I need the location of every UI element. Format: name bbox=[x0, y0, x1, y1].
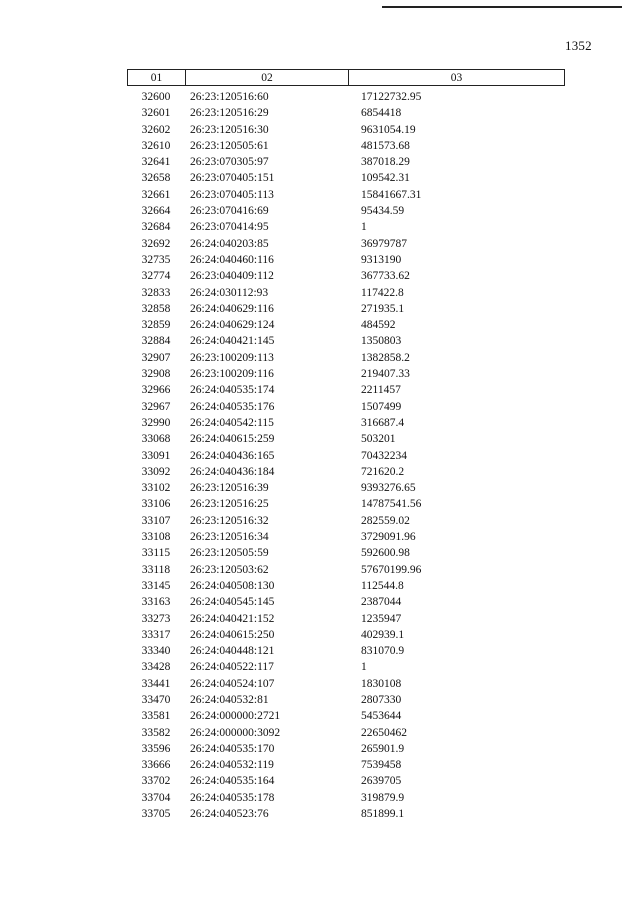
header-col-03: 03 bbox=[450, 71, 463, 84]
cell-col-01: 32967 bbox=[141, 400, 171, 413]
cell-col-01: 33115 bbox=[141, 547, 171, 560]
header-col-01: 01 bbox=[128, 70, 186, 85]
cell-col-01: 32684 bbox=[141, 221, 171, 234]
cell-col-01: 32601 bbox=[141, 107, 171, 120]
cell-col-01: 33092 bbox=[141, 465, 171, 478]
table-row bbox=[127, 187, 565, 203]
cell-col-03: 3729091.96 bbox=[361, 531, 416, 544]
cell-col-01: 32641 bbox=[141, 156, 171, 169]
table-row bbox=[127, 219, 565, 235]
cell-col-02: 26:24:040448:121 bbox=[190, 645, 275, 658]
table-row bbox=[127, 138, 565, 154]
table-row bbox=[127, 268, 565, 284]
cell-col-02: 26:24:040522:117 bbox=[190, 661, 274, 674]
cell-col-02: 26:24:040615:259 bbox=[190, 433, 275, 446]
cell-col-02: 26:23:100209:116 bbox=[190, 368, 274, 381]
cell-col-01: 33317 bbox=[141, 628, 171, 641]
table-row bbox=[127, 415, 565, 431]
top-rule bbox=[382, 6, 622, 8]
cell-col-01: 32966 bbox=[141, 384, 171, 397]
cell-col-01: 33704 bbox=[141, 791, 171, 804]
cell-col-03: 831070.9 bbox=[361, 645, 405, 658]
cell-col-01: 33582 bbox=[141, 726, 171, 739]
cell-col-02: 26:23:040409:112 bbox=[190, 270, 274, 283]
cell-col-03: 271935.1 bbox=[361, 302, 405, 315]
cell-col-03: 2387044 bbox=[361, 596, 402, 609]
cell-col-02: 26:24:040436:165 bbox=[190, 449, 275, 462]
cell-col-02: 26:23:120516:29 bbox=[190, 107, 269, 120]
cell-col-01: 33340 bbox=[141, 645, 171, 658]
cell-col-02: 26:24:040532:119 bbox=[190, 759, 274, 772]
cell-col-03: 14787541.56 bbox=[361, 498, 422, 511]
table-row bbox=[127, 578, 565, 594]
cell-col-03: 112544.8 bbox=[361, 579, 404, 592]
cell-col-03: 592600.98 bbox=[361, 547, 410, 560]
cell-col-03: 15841667.31 bbox=[361, 188, 422, 201]
cell-col-03: 219407.33 bbox=[361, 368, 410, 381]
cell-col-01: 32692 bbox=[141, 237, 171, 250]
table-row bbox=[127, 643, 565, 659]
cell-col-01: 32990 bbox=[141, 416, 171, 429]
table-row bbox=[127, 659, 565, 675]
cell-col-01: 33441 bbox=[141, 677, 171, 690]
cell-col-01: 33091 bbox=[141, 449, 171, 462]
cell-col-03: 481573.68 bbox=[361, 139, 410, 152]
cell-col-01: 32833 bbox=[141, 286, 171, 299]
table-row bbox=[127, 708, 565, 724]
cell-col-01: 32884 bbox=[141, 335, 171, 348]
cell-col-03: 17122732.95 bbox=[361, 91, 422, 103]
cell-col-03: 1 bbox=[361, 661, 367, 674]
table-row bbox=[127, 496, 565, 512]
cell-col-02: 26:24:040535:178 bbox=[190, 791, 275, 804]
header-col-02: 02 bbox=[186, 70, 349, 85]
cell-col-02: 26:23:120503:62 bbox=[190, 563, 269, 576]
cell-col-01: 32602 bbox=[141, 123, 171, 136]
cell-col-03: 2807330 bbox=[361, 693, 402, 706]
cell-col-02: 26:23:070416:69 bbox=[190, 205, 269, 218]
cell-col-01: 32908 bbox=[141, 368, 171, 381]
table-row bbox=[127, 464, 565, 480]
cell-col-02: 26:24:040535:164 bbox=[190, 775, 275, 788]
cell-col-01: 33470 bbox=[141, 693, 171, 706]
cell-col-02: 26:23:070305:97 bbox=[190, 156, 269, 169]
cell-col-03: 6854418 bbox=[361, 107, 402, 120]
cell-col-02: 26:23:120516:25 bbox=[190, 498, 269, 511]
cell-col-02: 26:23:070414:95 bbox=[190, 221, 269, 234]
cell-col-01: 32858 bbox=[141, 302, 171, 315]
cell-col-02: 26:24:040532:81 bbox=[190, 693, 269, 706]
cell-col-03: 265901.9 bbox=[361, 742, 405, 755]
table-header bbox=[127, 69, 565, 86]
table-row bbox=[127, 741, 565, 757]
cell-col-03: 1235947 bbox=[361, 612, 402, 625]
table-row bbox=[127, 676, 565, 692]
cell-col-03: 9631054.19 bbox=[361, 123, 416, 136]
cell-col-03: 109542.31 bbox=[361, 172, 410, 185]
cell-col-03: 95434.59 bbox=[361, 205, 405, 218]
cell-col-01: 32735 bbox=[141, 253, 171, 266]
cell-col-02: 26:23:070405:113 bbox=[190, 188, 274, 201]
cell-col-01: 33273 bbox=[141, 612, 171, 625]
cell-col-03: 367733.62 bbox=[361, 270, 410, 283]
cell-col-03: 1382858.2 bbox=[361, 351, 410, 364]
cell-col-01: 33118 bbox=[141, 563, 171, 576]
table-row bbox=[127, 170, 565, 186]
cell-col-02: 26:23:120516:60 bbox=[190, 91, 269, 103]
table-row bbox=[127, 773, 565, 789]
cell-col-01: 33102 bbox=[141, 482, 171, 495]
table-row bbox=[127, 725, 565, 741]
cell-col-01: 33702 bbox=[141, 775, 171, 788]
table-row bbox=[127, 594, 565, 610]
table-row bbox=[127, 545, 565, 561]
table-row bbox=[127, 366, 565, 382]
cell-col-01: 32600 bbox=[141, 91, 171, 103]
table-row bbox=[127, 105, 565, 121]
cell-col-01: 33108 bbox=[141, 531, 171, 544]
cell-col-03: 1350803 bbox=[361, 335, 402, 348]
cell-col-01: 32907 bbox=[141, 351, 171, 364]
cell-col-03: 282559.02 bbox=[361, 514, 410, 527]
cell-col-02: 26:24:040629:124 bbox=[190, 319, 275, 332]
table-row bbox=[127, 790, 565, 806]
page-number: 1352 bbox=[565, 38, 592, 53]
cell-col-02: 26:23:070405:151 bbox=[190, 172, 275, 185]
cell-col-02: 26:24:000000:3092 bbox=[190, 726, 281, 739]
table-row bbox=[127, 757, 565, 773]
cell-col-03: 36979787 bbox=[361, 237, 407, 250]
table-row bbox=[127, 382, 565, 398]
table-row bbox=[127, 236, 565, 252]
cell-col-01: 32664 bbox=[141, 205, 171, 218]
cell-col-01: 33107 bbox=[141, 514, 171, 527]
cell-col-03: 721620.2 bbox=[361, 465, 405, 478]
table-row bbox=[127, 448, 565, 464]
table-row bbox=[127, 252, 565, 268]
cell-col-02: 26:24:040629:116 bbox=[190, 302, 274, 315]
cell-col-03: 2639705 bbox=[361, 775, 402, 788]
table-row bbox=[127, 692, 565, 708]
cell-col-02: 26:24:030112:93 bbox=[190, 286, 269, 299]
table-row bbox=[127, 333, 565, 349]
table-row bbox=[127, 203, 565, 219]
table-row bbox=[127, 431, 565, 447]
table-row bbox=[127, 317, 565, 333]
cell-col-03: 319879.9 bbox=[361, 791, 405, 804]
cell-col-02: 26:24:040460:116 bbox=[190, 253, 274, 266]
cell-col-01: 33163 bbox=[141, 596, 171, 609]
cell-col-02: 26:24:040508:130 bbox=[190, 579, 275, 592]
cell-col-01: 33705 bbox=[141, 808, 171, 821]
cell-col-02: 26:23:120505:61 bbox=[190, 139, 269, 152]
cell-col-02: 26:24:040523:76 bbox=[190, 808, 269, 821]
table-row bbox=[127, 806, 565, 822]
cell-col-03: 9393276.65 bbox=[361, 482, 416, 495]
cell-col-01: 32661 bbox=[141, 188, 171, 201]
table-row bbox=[127, 627, 565, 643]
cell-col-01: 32859 bbox=[141, 319, 171, 332]
table-body bbox=[127, 89, 565, 822]
table-row bbox=[127, 285, 565, 301]
cell-col-03: 387018.29 bbox=[361, 156, 410, 169]
cell-col-02: 26:24:040421:152 bbox=[190, 612, 275, 625]
table-row bbox=[127, 513, 565, 529]
cell-col-01: 33428 bbox=[141, 661, 171, 674]
cell-col-02: 26:24:040545:145 bbox=[190, 596, 275, 609]
cell-col-03: 7539458 bbox=[361, 759, 402, 772]
table-row bbox=[127, 480, 565, 496]
cell-col-02: 26:24:040542:115 bbox=[190, 416, 274, 429]
cell-col-02: 26:23:120516:32 bbox=[190, 514, 269, 527]
cell-col-03: 1 bbox=[361, 221, 367, 234]
cell-col-02: 26:24:000000:2721 bbox=[190, 710, 281, 723]
cell-col-02: 26:24:040524:107 bbox=[190, 677, 275, 690]
cell-col-03: 503201 bbox=[361, 433, 396, 446]
cell-col-01: 33068 bbox=[141, 433, 171, 446]
cell-col-02: 26:23:120516:39 bbox=[190, 482, 269, 495]
cell-col-02: 26:24:040535:174 bbox=[190, 384, 275, 397]
cell-col-03: 402939.1 bbox=[361, 628, 405, 641]
cell-col-03: 117422.8 bbox=[361, 286, 404, 299]
cell-col-03: 57670199.96 bbox=[361, 563, 422, 576]
cell-col-01: 32774 bbox=[141, 270, 171, 283]
table-row bbox=[127, 611, 565, 627]
cell-col-01: 33581 bbox=[141, 710, 171, 723]
cell-col-02: 26:23:120516:34 bbox=[190, 531, 269, 544]
cell-col-02: 26:24:040436:184 bbox=[190, 465, 275, 478]
cell-col-03: 70432234 bbox=[361, 449, 407, 462]
cell-col-03: 2211457 bbox=[361, 384, 401, 397]
cell-col-02: 26:24:040535:176 bbox=[190, 400, 275, 413]
cell-col-02: 26:24:040421:145 bbox=[190, 335, 275, 348]
cell-col-03: 316687.4 bbox=[361, 416, 405, 429]
table-row bbox=[127, 529, 565, 545]
table-row bbox=[127, 350, 565, 366]
table-row bbox=[127, 89, 565, 105]
cell-col-02: 26:23:120516:30 bbox=[190, 123, 269, 136]
table-row bbox=[127, 562, 565, 578]
table-row bbox=[127, 301, 565, 317]
cell-col-03: 22650462 bbox=[361, 726, 407, 739]
table-row bbox=[127, 399, 565, 415]
cell-col-03: 1507499 bbox=[361, 400, 402, 413]
cell-col-01: 32658 bbox=[141, 172, 171, 185]
table-row bbox=[127, 122, 565, 138]
cell-col-02: 26:24:040615:250 bbox=[190, 628, 275, 641]
cell-col-03: 1830108 bbox=[361, 677, 402, 690]
cell-col-02: 26:24:040535:170 bbox=[190, 742, 275, 755]
table-row bbox=[127, 154, 565, 170]
cell-col-01: 32610 bbox=[141, 139, 171, 152]
cell-col-03: 9313190 bbox=[361, 253, 402, 266]
cell-col-03: 484592 bbox=[361, 319, 396, 332]
cell-col-03: 5453644 bbox=[361, 710, 402, 723]
cell-col-01: 33596 bbox=[141, 742, 171, 755]
cell-col-01: 33666 bbox=[141, 759, 171, 772]
cell-col-02: 26:24:040203:85 bbox=[190, 237, 269, 250]
cell-col-02: 26:23:120505:59 bbox=[190, 547, 269, 560]
cell-col-03: 851899.1 bbox=[361, 808, 405, 821]
cell-col-02: 26:23:100209:113 bbox=[190, 351, 274, 364]
cell-col-01: 33106 bbox=[141, 498, 171, 511]
cell-col-01: 33145 bbox=[141, 579, 171, 592]
